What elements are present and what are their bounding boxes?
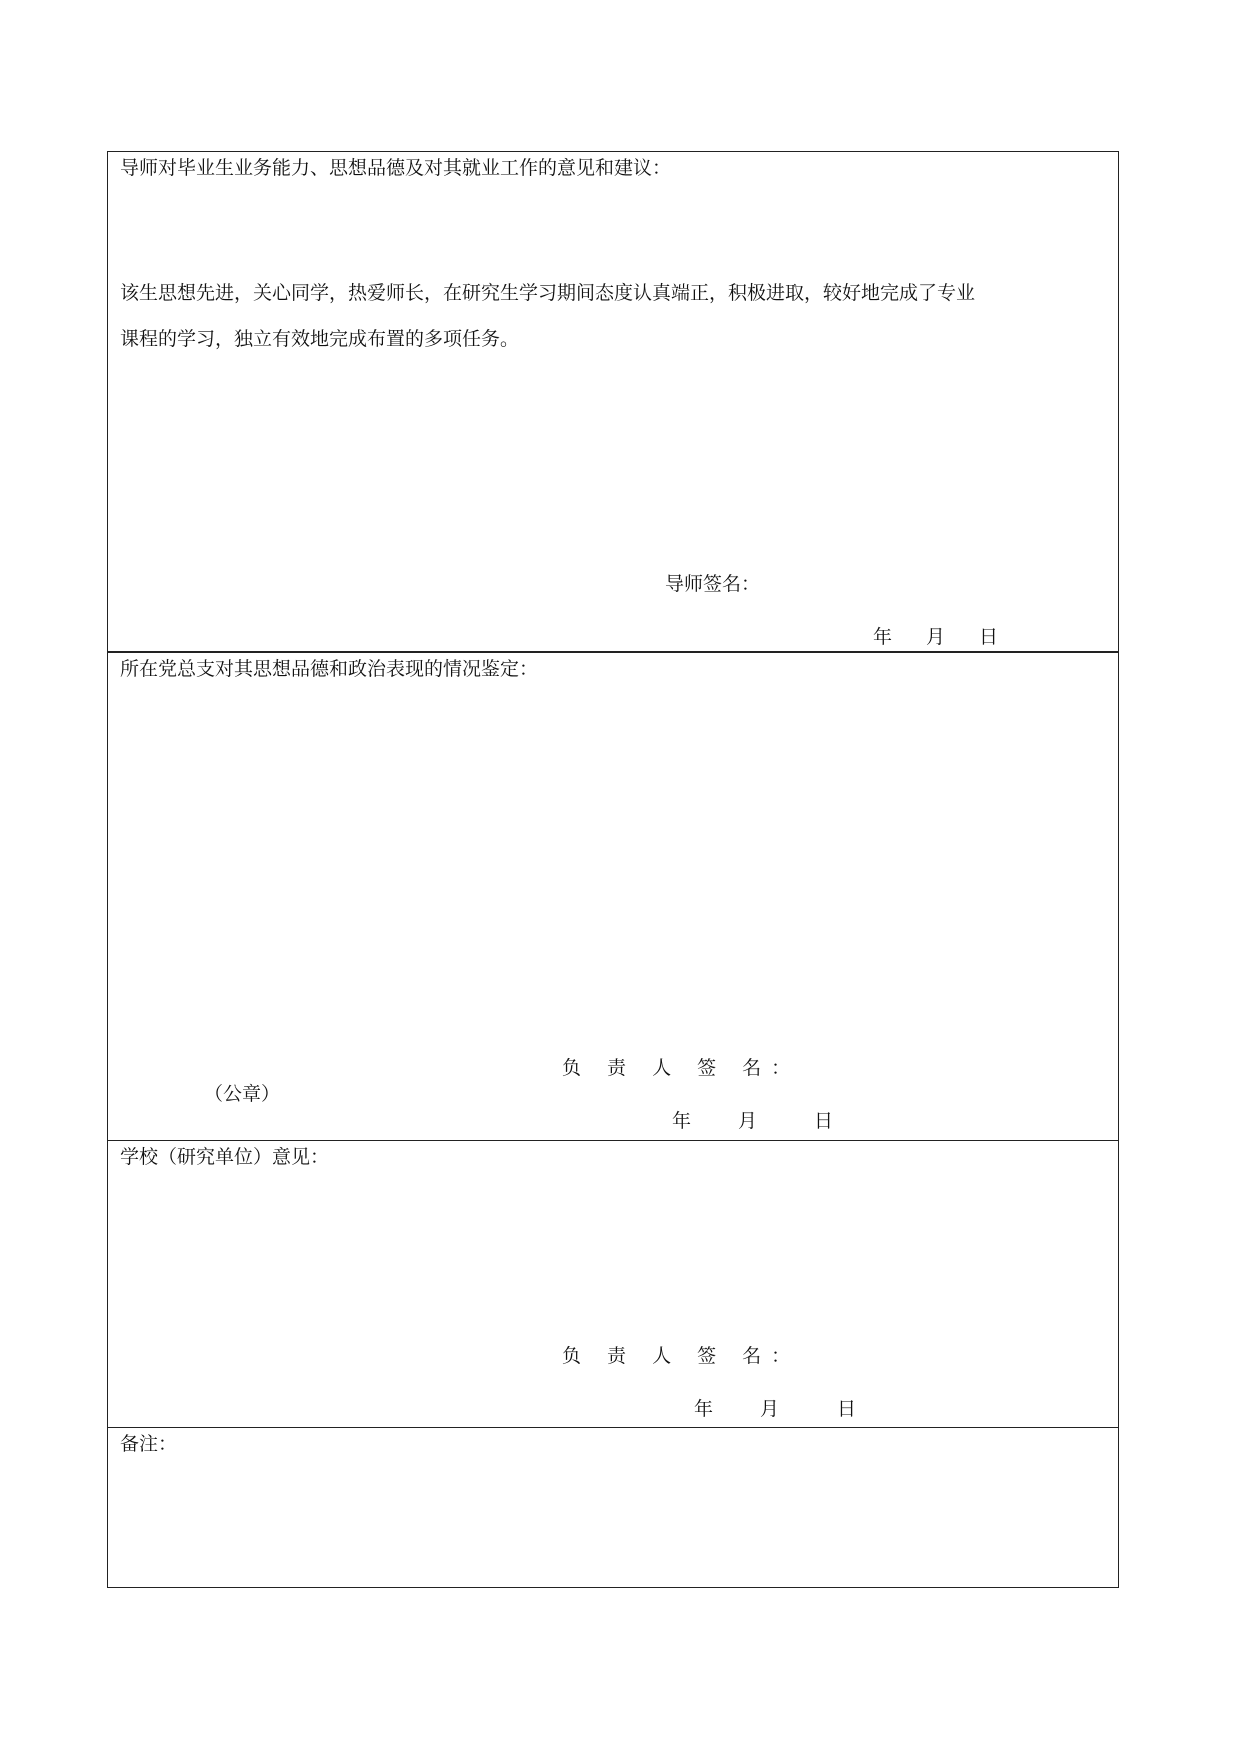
advisor-comment-line-1: 该生思想先进，关心同学，热爱师长，在研究生学习期间态度认真端正，积极进取，较好地完成了专业: [120, 282, 976, 304]
advisor-date-day: 日: [979, 626, 999, 648]
remarks-section: [108, 1428, 1118, 1587]
advisor-opinion-heading: 导师对毕业生业务能力、思想品德及对其就业工作的意见和建议：: [120, 157, 672, 179]
party-evaluation-section: [108, 653, 1118, 1141]
party-evaluation-heading: 所在党总支对其思想品德和政治表现的情况鉴定：: [120, 658, 539, 680]
advisor-date-year: 年: [873, 626, 893, 648]
party-seal-label: （公章）: [204, 1083, 281, 1105]
school-date-day: 日: [837, 1398, 857, 1420]
school-opinion-section: [108, 1141, 1118, 1428]
remarks-heading: 备注：: [120, 1433, 178, 1455]
party-date-year: 年: [672, 1110, 692, 1132]
school-date-year: 年: [694, 1398, 714, 1420]
school-date: [108, 1400, 1118, 1420]
school-opinion-heading: 学校（研究单位）意见：: [120, 1146, 330, 1168]
advisor-comment-line-2: 课程的学习，独立有效地完成布置的多项任务。: [120, 328, 520, 350]
evaluation-form-table: [107, 151, 1119, 1588]
party-signature-label: 负 责 人 签 名：: [562, 1057, 801, 1079]
advisor-date: [108, 628, 1118, 648]
party-date: [108, 1112, 1118, 1132]
advisor-signature-label: 导师签名：: [665, 573, 761, 595]
school-signature-label: 负 责 人 签 名：: [562, 1345, 801, 1367]
party-date-month: 月: [738, 1110, 758, 1132]
advisor-comment: [120, 270, 1110, 362]
party-date-day: 日: [814, 1110, 834, 1132]
advisor-date-month: 月: [926, 626, 946, 648]
school-date-month: 月: [760, 1398, 780, 1420]
advisor-opinion-section: [108, 152, 1118, 653]
